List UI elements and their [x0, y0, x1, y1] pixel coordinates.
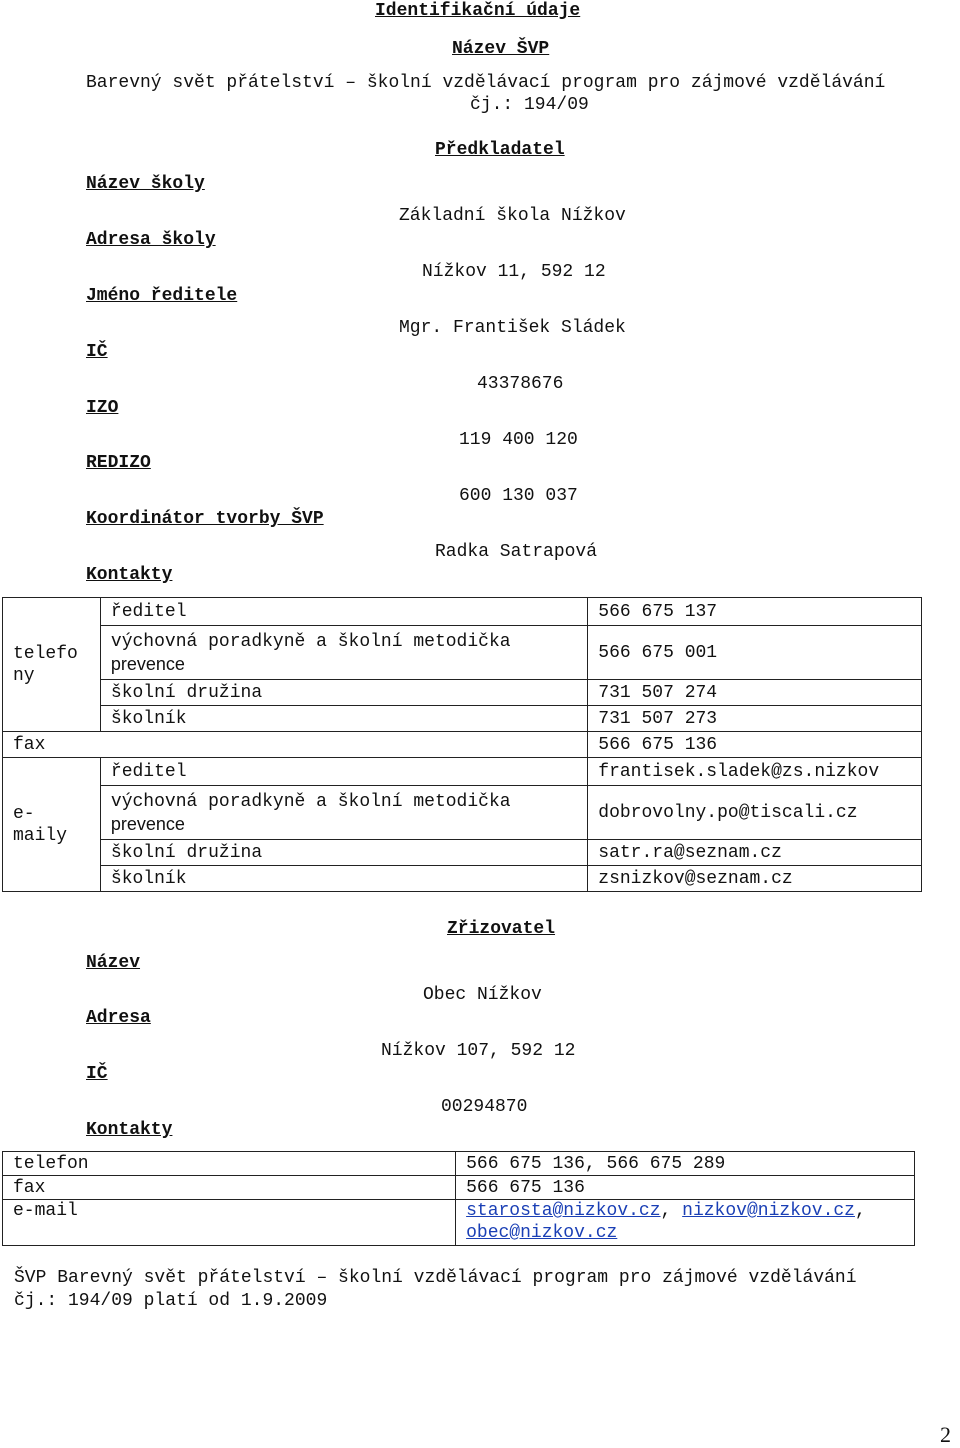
email-role-line1: výchovná poradkyně a školní metodička: [110, 791, 511, 812]
founder-phone-label: telefon: [3, 1152, 456, 1176]
table-row: [3, 598, 922, 626]
founder-fax-label: fax: [3, 1176, 456, 1200]
email-role-cell: [100, 786, 587, 840]
value-school-address: Nížkov 11, 592 12: [422, 262, 606, 282]
label-school-name: Název školy: [86, 174, 205, 194]
phone-value: 731 507 273: [588, 706, 922, 732]
svp-name-line2: čj.: 194/09: [470, 95, 589, 115]
value-founder-address: Nížkov 107, 592 12: [381, 1041, 576, 1061]
founder-email-cell: [456, 1200, 915, 1246]
table-row: [3, 840, 922, 866]
founder-phone-value: 566 675 136, 566 675 289: [456, 1152, 915, 1176]
label-founder-name: Název: [86, 953, 141, 973]
email-value: satr.ra@seznam.cz: [588, 840, 922, 866]
email-separator: ,: [660, 1201, 672, 1221]
label-school-address: Adresa školy: [86, 230, 216, 250]
value-coordinator: Radka Satrapová: [435, 542, 598, 562]
founder-email-label: e-mail: [3, 1200, 456, 1246]
footer-line1: ŠVP Barevný svět přátelství – školní vzdělávací program pro zájmové vzdělávání: [14, 1268, 857, 1288]
table-row: [3, 758, 922, 786]
email-role: školník: [100, 866, 587, 892]
phone-group-label-2: ny: [13, 665, 35, 686]
label-contacts: Kontakty: [86, 565, 173, 585]
phone-group-cell: [3, 598, 101, 732]
fax-value: 566 675 136: [588, 732, 922, 758]
fax-label: fax: [3, 732, 588, 758]
label-izo: IZO: [86, 398, 119, 418]
svp-label: Název ŠVP: [452, 39, 550, 59]
email-value: zsnizkov@seznam.cz: [588, 866, 922, 892]
email-group-cell: [3, 758, 101, 892]
label-ic: IČ: [86, 342, 108, 362]
email-link-nizkov[interactable]: nizkov@nizkov.cz: [682, 1201, 855, 1221]
table-row: [3, 706, 922, 732]
phone-role-cell: [100, 626, 587, 680]
phone-role-line1: výchovná poradkyně a školní metodička: [110, 631, 511, 652]
founder-fax-value: 566 675 136: [456, 1176, 915, 1200]
table-row: [3, 626, 922, 680]
value-school-name: Základní škola Nížkov: [399, 206, 626, 226]
table-row: [3, 866, 922, 892]
email-link-obec[interactable]: obec@nizkov.cz: [466, 1223, 618, 1243]
email-role-line2: prevence: [110, 813, 185, 834]
email-group-label-1: e-: [13, 803, 35, 824]
table-row: [3, 786, 922, 840]
svp-name-line1: Barevný svět přátelství – školní vzdělávací program pro zájmové vzdělávání: [86, 73, 886, 93]
phone-value: 731 507 274: [588, 680, 922, 706]
email-group-label-2: maily: [13, 825, 68, 846]
table-row: [3, 1200, 915, 1246]
label-director: Jméno ředitele: [86, 286, 238, 306]
phone-role: školník: [100, 706, 587, 732]
table-row: [3, 1176, 915, 1200]
footer-line2: čj.: 194/09 platí od 1.9.2009: [14, 1291, 328, 1311]
email-value: frantisek.sladek@zs.nizkov: [588, 758, 922, 786]
label-founder-address: Adresa: [86, 1008, 151, 1028]
value-founder-name: Obec Nížkov: [423, 985, 542, 1005]
phone-role: ředitel: [100, 598, 587, 626]
page-number: 2: [940, 1422, 951, 1447]
school-contacts-table: [2, 597, 922, 892]
table-row: [3, 1152, 915, 1176]
value-founder-ic: 00294870: [441, 1097, 528, 1117]
email-role: školní družina: [100, 840, 587, 866]
page-heading: Identifikační údaje: [375, 1, 581, 21]
phone-value: 566 675 001: [588, 626, 922, 680]
table-row: [3, 732, 922, 758]
phone-group-label-1: telefo: [13, 643, 78, 664]
value-ic: 43378676: [477, 374, 564, 394]
table-row: [3, 680, 922, 706]
predkladatel-heading: Předkladatel: [435, 140, 565, 160]
email-separator: ,: [854, 1201, 866, 1221]
value-director: Mgr. František Sládek: [399, 318, 626, 338]
phone-role-line2: prevence: [110, 653, 185, 674]
label-founder-ic: IČ: [86, 1064, 108, 1084]
value-izo: 119 400 120: [459, 430, 578, 450]
email-role: ředitel: [100, 758, 587, 786]
zrizovatel-heading: Zřizovatel: [447, 919, 556, 939]
label-founder-contacts: Kontakty: [86, 1120, 173, 1140]
email-value: dobrovolny.po@tiscali.cz: [588, 786, 922, 840]
phone-role: školní družina: [100, 680, 587, 706]
label-redizo: REDIZO: [86, 453, 151, 473]
value-redizo: 600 130 037: [459, 486, 578, 506]
label-coordinator: Koordinátor tvorby ŠVP: [86, 509, 324, 529]
phone-value: 566 675 137: [588, 598, 922, 626]
founder-contacts-table: [2, 1151, 915, 1246]
email-link-starosta[interactable]: starosta@nizkov.cz: [466, 1201, 661, 1221]
